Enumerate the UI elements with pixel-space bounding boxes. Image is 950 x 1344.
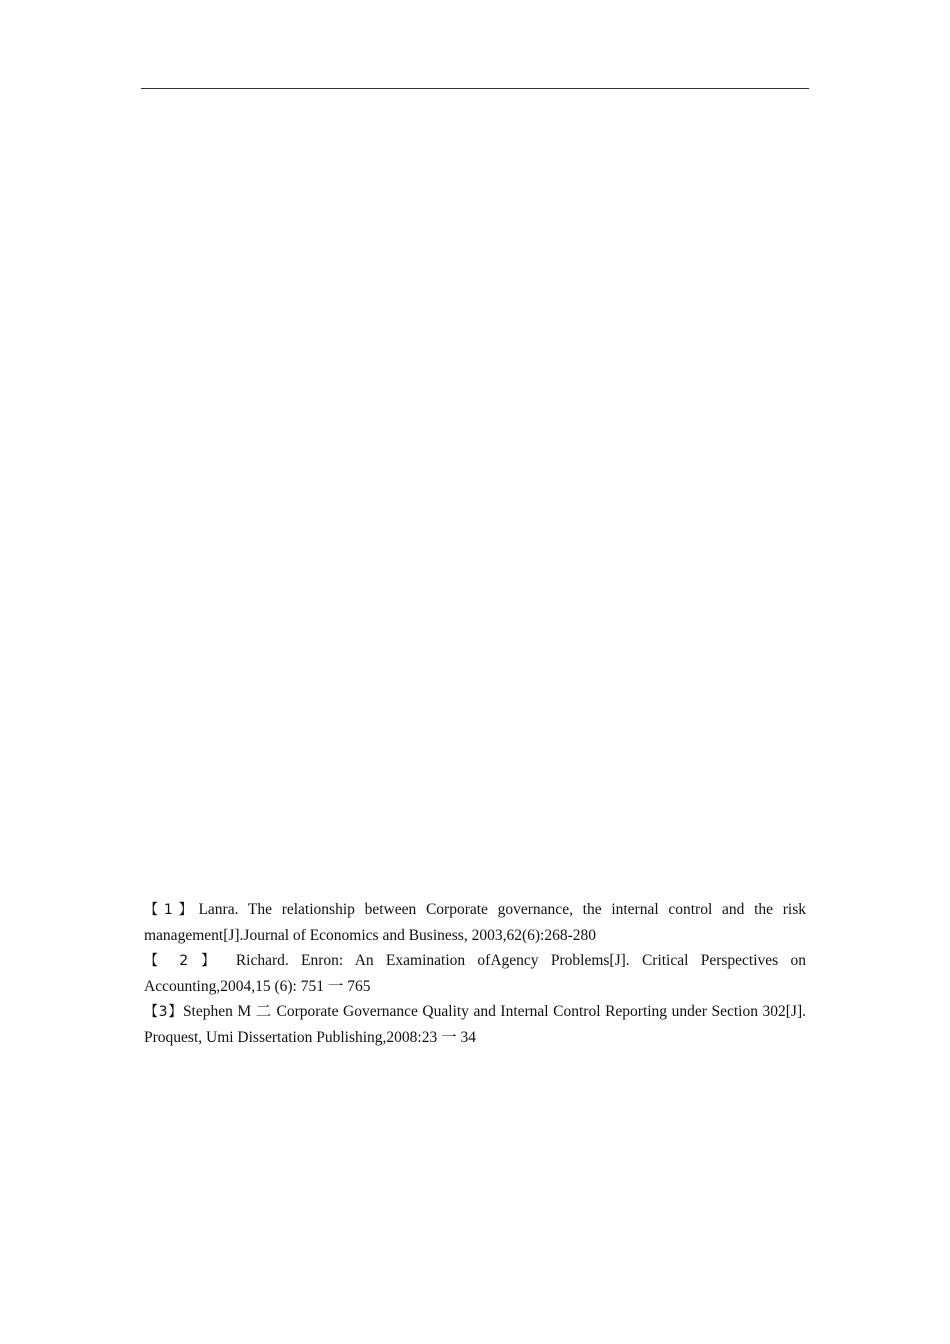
reference-text: Lanra. The relationship between Corporate governance, the internal control and the risk management[J].Journal of Economics and Business, 2003,62(6):268-280 [144,901,806,944]
reference-list [144,897,806,1050]
reference-item-1 [144,897,806,948]
reference-marker: 【 2 】 [144,953,224,969]
reference-text: Richard. Enron: An Examination ofAgency Problems[J]. Critical Perspectives on Accounting,2004,15 (6): 751 一 765 [144,952,807,995]
reference-marker: 【1】 [144,902,199,918]
header-rule [141,88,809,89]
reference-marker: 【3】 [144,1004,183,1020]
reference-text: Stephen M 二 Corporate Governance Quality and Internal Control Reporting under Section 302[J]. Proquest, Umi Dissertation Publishing,2008:23 一 34 [144,1003,806,1046]
reference-item-3 [144,999,806,1050]
reference-item-2 [144,948,806,999]
